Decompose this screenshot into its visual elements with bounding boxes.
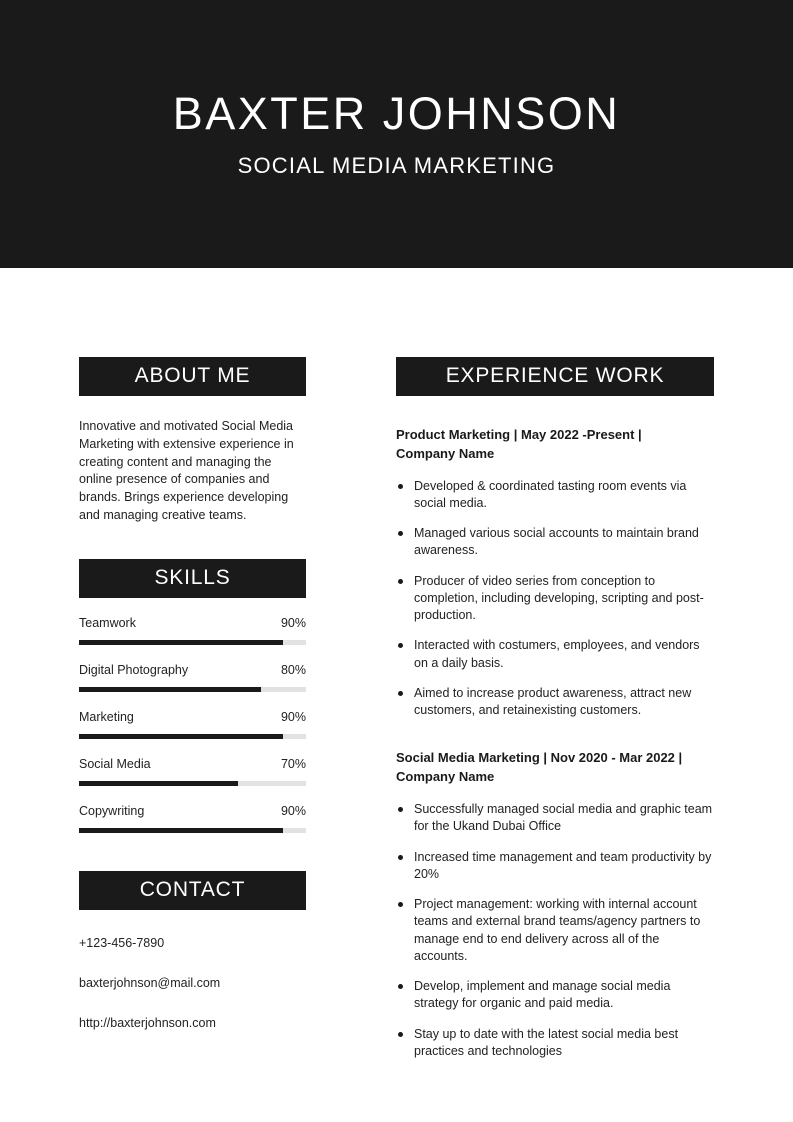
job-heading: Social Media Marketing | Nov 2020 - Mar 2022 | Company Name <box>396 750 683 785</box>
skill-bar-fill <box>79 687 261 692</box>
skill-bar-track <box>79 781 306 786</box>
candidate-role: SOCIAL MEDIA MARKETING <box>237 152 556 178</box>
skill-row <box>79 710 306 724</box>
skill-item <box>79 663 306 692</box>
job-bullet: Managed various social accounts to maintain brand awareness. <box>396 525 714 560</box>
skill-value: 80% <box>280 662 306 677</box>
about-text: Innovative and motivated Social Media Marketing with extensive experience in creating content and managing the online presence of companies and brands. Brings experience developing and managing creative teams. <box>79 419 294 522</box>
skill-label: Copywriting <box>79 803 145 818</box>
skills-section <box>79 559 306 833</box>
resume-header <box>0 0 793 268</box>
skill-bar-track <box>79 640 306 645</box>
job-bullet: Aimed to increase product awareness, attract new customers, and retainexisting customers. <box>396 685 714 720</box>
job-bullet-list <box>396 801 714 1060</box>
skill-label: Digital Photography <box>79 662 189 677</box>
skill-row <box>79 616 306 630</box>
skill-bar-track <box>79 687 306 692</box>
job-bullet: Stay up to date with the latest social media best practices and technologies <box>396 1026 714 1061</box>
job-bullet: Developed & coordinated tasting room events via social media. <box>396 478 714 513</box>
skill-bar-track <box>79 734 306 739</box>
skill-value: 90% <box>280 803 306 818</box>
skill-value: 90% <box>280 709 306 724</box>
skill-label: Social Media <box>79 756 151 771</box>
skill-bar-fill <box>79 640 283 645</box>
skill-row <box>79 804 306 818</box>
job-bullet: Develop, implement and manage social media strategy for organic and paid media. <box>396 978 714 1013</box>
job-heading: Product Marketing | May 2022 -Present | Company Name <box>396 427 642 461</box>
contact-email: baxterjohnson@mail.com <box>79 975 221 990</box>
skill-item <box>79 757 306 786</box>
job-bullet: Interacted with costumers, employees, and vendors on a daily basis. <box>396 637 714 672</box>
contact-section-title: CONTACT <box>79 871 306 910</box>
skill-row <box>79 663 306 677</box>
job-bullet: Project management: working with internal account teams and external brand teams/agency partners to manage end to end delivery across all of the accounts. <box>396 896 714 965</box>
skill-value: 70% <box>280 756 306 771</box>
skill-item <box>79 710 306 739</box>
about-section-title: ABOUT ME <box>79 357 306 396</box>
skill-bar-fill <box>79 828 283 833</box>
skill-value: 90% <box>280 615 306 630</box>
right-column <box>396 357 714 1073</box>
skill-item <box>79 804 306 833</box>
job-bullet-list <box>396 478 714 720</box>
job-bullet: Successfully managed social media and graphic team for the Ukand Dubai Office <box>396 801 714 836</box>
skill-row <box>79 757 306 771</box>
experience-job <box>396 426 714 719</box>
job-bullet: Producer of video series from conception to completion, including developing, scripting and post-production. <box>396 573 714 625</box>
experience-section-title: EXPERIENCE WORK <box>396 357 714 396</box>
skill-label: Marketing <box>79 709 134 724</box>
skills-section-title: SKILLS <box>79 559 306 598</box>
job-bullet: Increased time management and team productivity by 20% <box>396 849 714 884</box>
contact-website[interactable]: http://baxterjohnson.com <box>79 1015 216 1030</box>
experience-job <box>396 749 714 1060</box>
candidate-name: BAXTER JOHNSON <box>172 88 621 140</box>
contact-section <box>79 871 306 1030</box>
skill-item <box>79 616 306 645</box>
skill-bar-fill <box>79 781 238 786</box>
skill-bar-fill <box>79 734 283 739</box>
skill-label: Teamwork <box>79 615 136 630</box>
contact-phone: +123-456-7890 <box>79 935 165 950</box>
skill-bar-track <box>79 828 306 833</box>
left-column <box>79 357 306 1030</box>
